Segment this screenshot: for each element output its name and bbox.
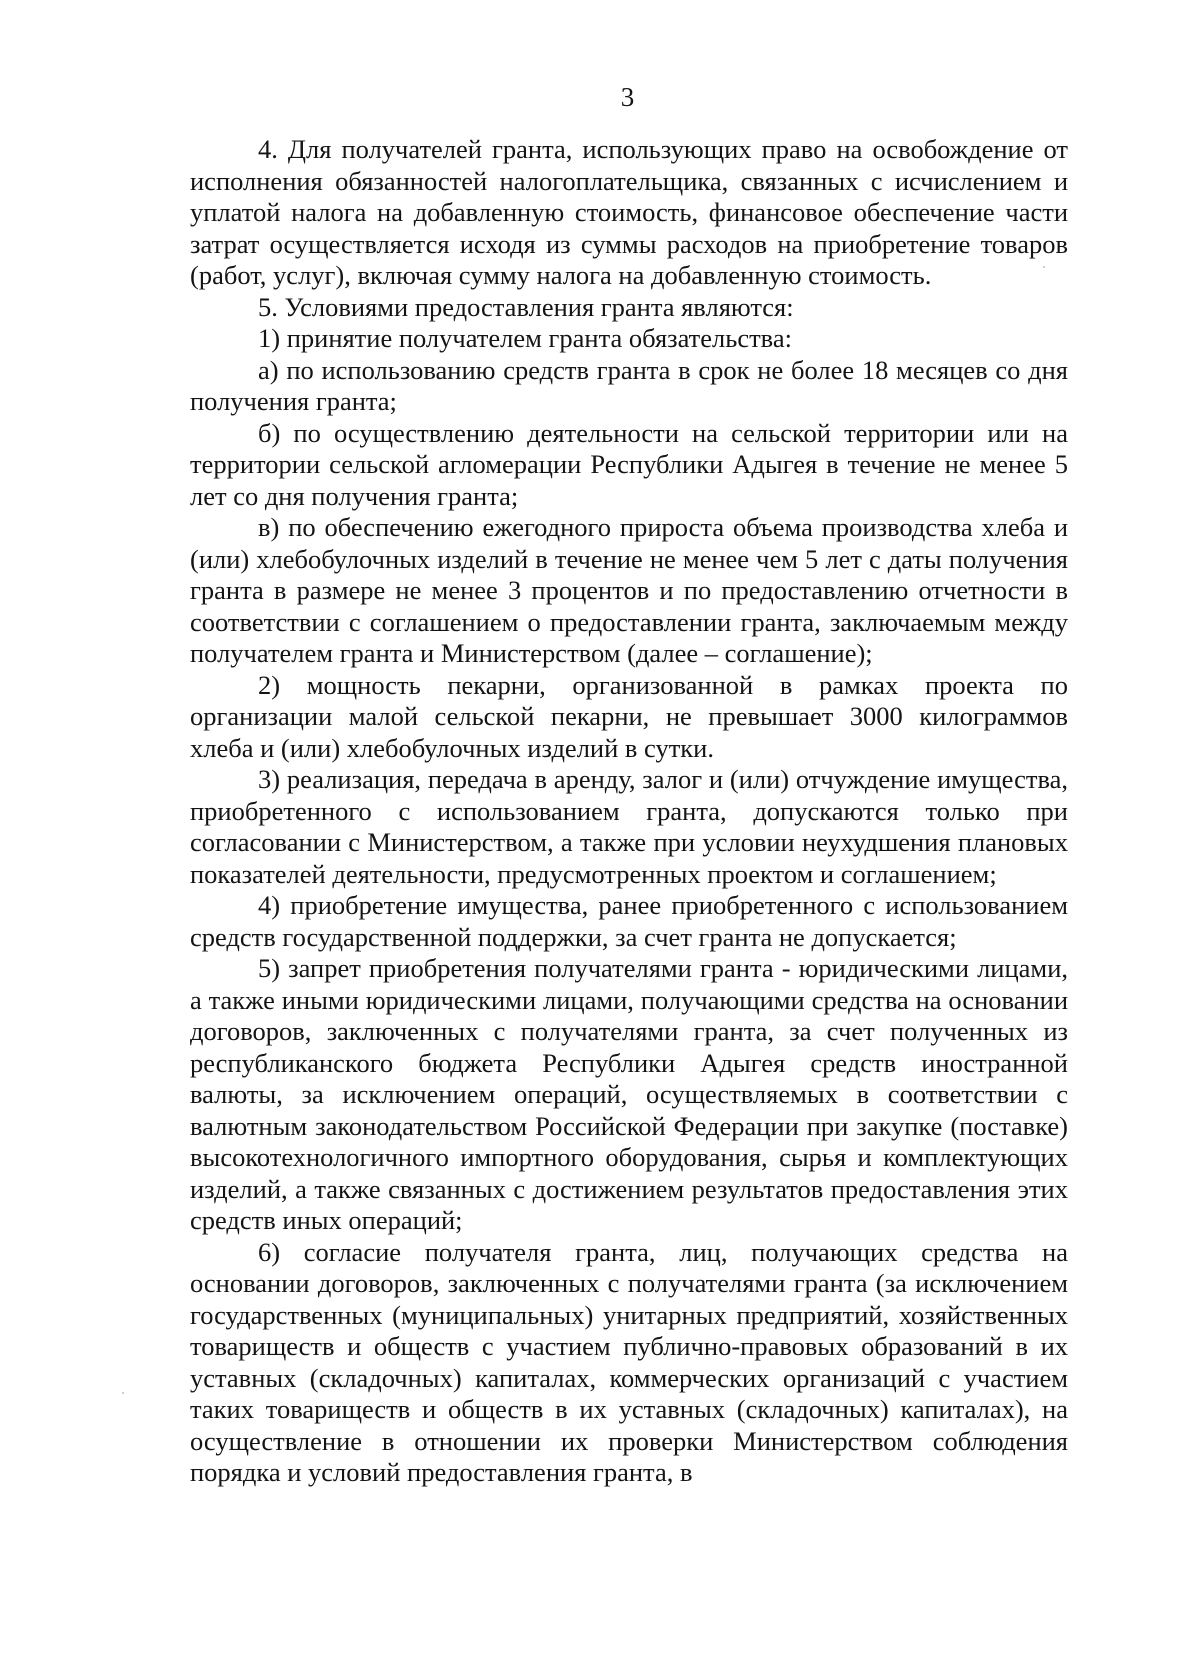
item-5-foreign-currency-ban: 5) запрет приобретения получателями гранта - юридическими лицами, а также иными юридическими лицами, получающими средства на основании договоров, заключенных с получателями гранта, за счет полученных из республиканского бюджета Республики Адыгея средств иностранной валюты, за исключением операций, осуществляемых в соответствии с валютным законодательством Российской Федерации при закупке (поставке) высокотехнологичного импортного оборудования, сырья и комплектующих изделий, а также связанных с достижением результатов предоставления этих средств иных операций;: [190, 953, 1068, 1235]
item-6-audit-consent: 6) согласие получателя гранта, лиц, получающих средства на основании договоров, заключенных с получателями гранта (за исключением государственных (муниципальных) унитарных предприятий, хозяйственных товариществ и обществ с участием публично-правовых образований в их уставных (складочных) капиталах, коммерческих организаций с участием таких товариществ и обществ в их уставных (складочных) капиталах), на осуществление в отношении их проверки Министерством соблюдения порядка и условий предоставления гранта, в: [190, 1236, 1068, 1487]
item-4-property-acquisition: 4) приобретение имущества, ранее приобретенного с использованием средств государственной поддержки, за счет гранта не допускается;: [190, 890, 1068, 952]
item-1-obligation: 1) принятие получателем гранта обязательства:: [258, 323, 792, 353]
subitem-a-usage-term: а) по использованию средств гранта в срок не более 18 месяцев со дня получения гранта;: [190, 354, 1068, 416]
page-number: 3: [620, 82, 635, 112]
paragraph-5-conditions-heading: 5. Условиями предоставления гранта являются:: [258, 291, 794, 322]
item-3-property-disposal: 3) реализация, передача в аренду, залог и (или) отчуждение имущества, приобретенного с использованием гранта, допускаются только при согласовании с Министерством, а также при условии неухудшения плановых показателей деятельности, предусмотренных проектом и соглашением;: [190, 764, 1068, 889]
subitem-b-rural-activity: б) по осуществлению деятельности на сельской территории или на территории сельской агломерации Республики Адыгея в течение не менее 5 лет со дня получения гранта;: [190, 417, 1068, 511]
subitem-v-production-growth: в) по обеспечению ежегодного прироста объема производства хлеба и (или) хлебобулочных изделий в течение не менее чем 5 лет с даты получения гранта в размере не менее 3 процентов и по предоставлению отчетности в соответствии с соглашением о предоставлении гранта, заключаемым между получателем гранта и Министерством (далее – соглашение);: [190, 512, 1068, 668]
item-2-bakery-capacity: 2) мощность пекарни, организованной в рамках проекта по организации малой сельской пекарни, не превышает 3000 килограммов хлеба и (или) хлебобулочных изделий в сутки.: [190, 669, 1068, 763]
document-body: [190, 134, 1068, 1489]
paragraph-4-vat-exemption: 4. Для получателей гранта, использующих право на освобождение от исполнения обязанностей налогоплательщика, связанных с исчислением и уплатой налога на добавленную стоимость, финансовое обеспечение части затрат осуществляется исходя из суммы расходов на приобретение товаров (работ, услуг), включая сумму налога на добавленную стоимость.: [190, 134, 1068, 290]
scan-speck: [122, 1392, 124, 1394]
scan-speck: [1043, 266, 1045, 268]
